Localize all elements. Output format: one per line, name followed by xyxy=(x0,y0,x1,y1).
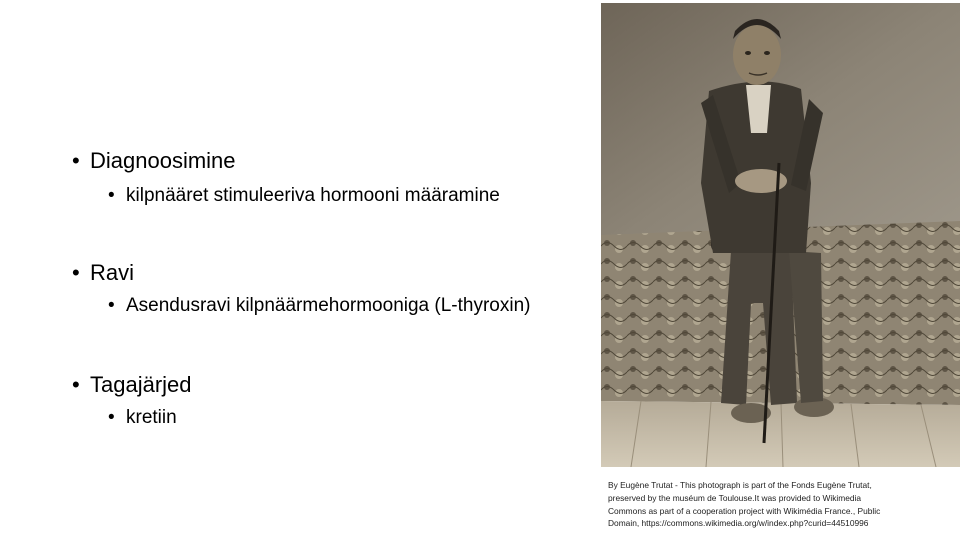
bullet-diagnoosimine: • Diagnoosimine xyxy=(72,148,236,173)
sub-bullet-kretiin: • kretiin xyxy=(108,407,177,428)
image-attribution-caption: By Eugène Trutat - This photograph is part of the Fonds Eugène Trutat, preserved by the muséum de Toulouse.It was provided to Wikimedia Commons as part of a cooperation project with Wikimédia France., Public Domain, https://commons.wikimedia.org/w/index.php?curid=44510996 xyxy=(608,480,881,529)
bullet-ravi: • Ravi xyxy=(72,260,135,285)
bullet-tagajarjed: • Tagajärjed xyxy=(72,372,192,397)
sub-bullet-tsh: • kilpnääret stimuleeriva hormooni määramine xyxy=(108,185,500,206)
portrait-photo xyxy=(601,3,960,467)
sub-bullet-asendusravi: • Asendusravi kilpnäärmehormooniga (L-thyroxin) xyxy=(108,295,531,316)
